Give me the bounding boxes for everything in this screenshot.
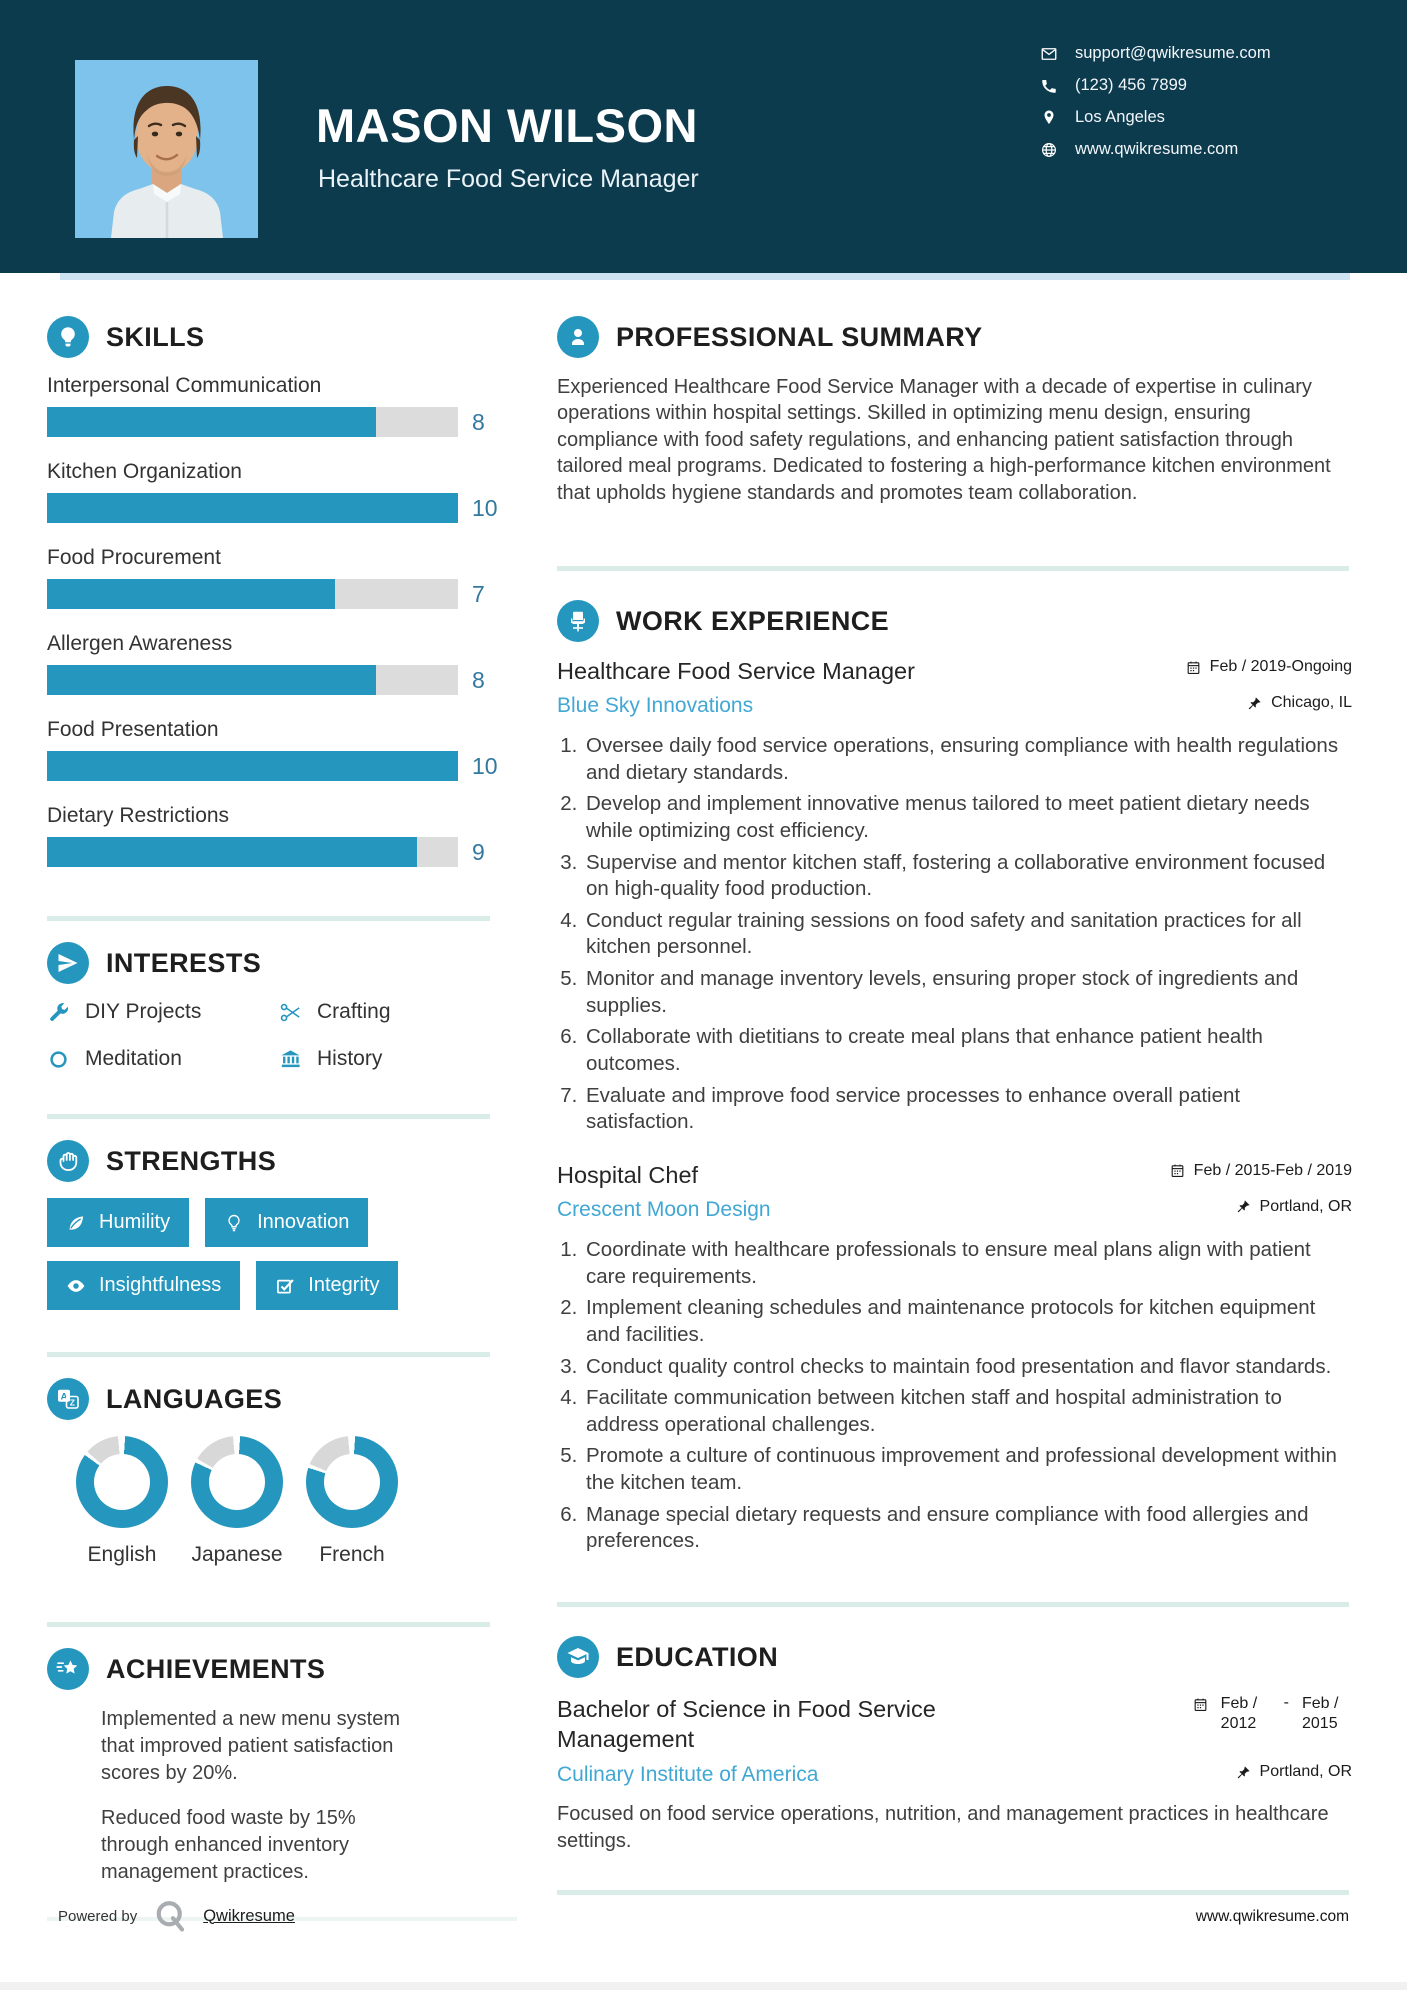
summary-text: Experienced Healthcare Food Service Manager with a decade of expertise in culinary operations within hospital settings. Skilled in optimizing menu design, ensuring compliance with food safety regulations, and enhancing patient satisfaction through tailored meal programs. Dedicated to fostering a high-performance kitchen environment that upholds hygiene standards and promotes team collaboration. — [557, 376, 1331, 504]
skill-item — [47, 374, 509, 437]
experience-heading: WORK EXPERIENCE — [616, 605, 890, 636]
skill-label: Interpersonal Communication — [47, 374, 322, 397]
education-heading: EDUCATION — [616, 1641, 779, 1672]
degree-title: Bachelor of Science in Food Service Management — [557, 1696, 936, 1753]
achievements-heading: ACHIEVEMENTS — [106, 1653, 326, 1684]
skill-label: Food Procurement — [47, 546, 221, 569]
section-strengths — [47, 1140, 477, 1310]
divider — [557, 1602, 1349, 1607]
achievement-text: Implemented a new menu system that improved patient satisfaction scores by 20%. — [101, 1708, 401, 1785]
education-date-start: Feb / 2012 — [1220, 1695, 1258, 1732]
interest-label: DIY Projects — [85, 1000, 202, 1023]
job-bullet: 3. Conduct quality control checks to maintain food presentation and flavor standards. — [583, 1354, 1352, 1381]
achievement-text: Reduced food waste by 15% through enhanced inventory management practices. — [101, 1806, 356, 1883]
strength-label: Insightfulness — [99, 1274, 222, 1296]
skill-bar-track — [47, 837, 458, 867]
skill-label: Dietary Restrictions — [47, 804, 230, 827]
email-icon — [1040, 45, 1058, 63]
job-location: Chicago, IL — [1271, 694, 1352, 711]
interest-label: History — [317, 1047, 383, 1070]
skill-bar-track — [47, 493, 458, 523]
skill-bar-fill — [47, 579, 335, 609]
skill-bar-fill — [47, 493, 458, 523]
person-name: MASON WILSON — [316, 99, 698, 152]
job-bullet: 2. Implement cleaning schedules and maintenance protocols for kitchen equipment and facilities. — [583, 1295, 1352, 1348]
divider — [557, 1890, 1349, 1895]
job-bullet-list — [557, 733, 1352, 1136]
contact-row — [1040, 140, 1271, 159]
museum-icon — [279, 1048, 302, 1071]
interest-item — [279, 1000, 490, 1024]
qwikresume-link[interactable]: Qwikresume — [203, 1906, 295, 1925]
star-icon — [56, 1657, 80, 1681]
contact-row — [1040, 108, 1271, 127]
section-summary — [557, 316, 1352, 506]
divider — [47, 1114, 490, 1119]
skill-item — [47, 546, 509, 609]
job-bullet: 7. Evaluate and improve food service processes to enhance overall patient satisfaction. — [583, 1083, 1352, 1136]
skill-bar-track — [47, 665, 458, 695]
checkbox-icon — [275, 1276, 295, 1296]
job-bullet: 5. Promote a culture of continuous improvement and professional development within the kitchen team. — [583, 1443, 1352, 1496]
job-bullet: 6. Collaborate with dietitians to create meal plans that enhance patient health outcomes. — [583, 1024, 1352, 1077]
contact-text: www.qwikresume.com — [1075, 140, 1239, 158]
location-icon — [1040, 109, 1058, 127]
svg-text:A: A — [60, 1391, 68, 1403]
strength-chip — [205, 1198, 368, 1247]
interest-item — [47, 1047, 279, 1071]
bulb-outline-icon — [224, 1213, 244, 1233]
job-dates: Feb / 2019-Ongoing — [1209, 658, 1352, 675]
language-label: English — [87, 1543, 157, 1566]
avatar — [75, 60, 258, 238]
powered-by — [58, 1898, 295, 1934]
strength-label: Innovation — [257, 1211, 350, 1233]
language-item — [76, 1436, 168, 1567]
section-experience — [557, 600, 1352, 1581]
contact-row — [1040, 76, 1271, 95]
translate-icon — [56, 1387, 80, 1411]
skill-bar-track — [47, 407, 458, 437]
skills-heading: SKILLS — [106, 321, 205, 352]
contact-list — [1040, 44, 1271, 159]
language-label: French — [319, 1543, 385, 1566]
divider — [47, 916, 490, 921]
languages-heading: LANGUAGES — [106, 1383, 283, 1414]
pushpin-icon — [1236, 1765, 1251, 1780]
job-bullet: 4. Conduct regular training sessions on food safety and sanitation practices for all kitchen personnel. — [583, 908, 1352, 961]
language-donut-chart — [191, 1436, 283, 1528]
job-bullet: 1. Coordinate with healthcare professionals to ensure meal plans align with patient care requirements. — [583, 1237, 1352, 1290]
skill-item — [47, 632, 509, 695]
scissors-icon — [279, 1001, 302, 1024]
language-donut-chart — [76, 1436, 168, 1528]
paper-plane-icon — [56, 951, 80, 975]
skill-bar-fill — [47, 837, 417, 867]
powered-by-label: Powered by — [58, 1907, 138, 1925]
job-title: Hospital Chef — [557, 1161, 699, 1188]
education-date-end: Feb / 2015 — [1302, 1695, 1339, 1732]
job-bullet: 3. Supervise and mentor kitchen staff, fostering a collaborative environment focused on high-quality food production. — [583, 850, 1352, 903]
circle-icon — [47, 1048, 70, 1071]
shooting-star-icon — [47, 1808, 84, 1840]
skill-item — [47, 460, 509, 523]
job-company: Blue Sky Innovations — [557, 694, 754, 717]
job-bullet: 2. Develop and implement innovative menus tailored to meet patient dietary needs while optimizing cost efficiency. — [583, 791, 1352, 844]
calendar-icon — [1170, 1163, 1185, 1178]
skill-label: Kitchen Organization — [47, 460, 242, 483]
strength-label: Humility — [99, 1211, 171, 1233]
strength-chip — [256, 1261, 398, 1310]
language-label: Japanese — [191, 1543, 283, 1566]
qwikresume-logo-icon — [152, 1898, 188, 1934]
skill-bar-fill — [47, 665, 376, 695]
contact-row — [1040, 44, 1271, 63]
section-interests — [47, 942, 490, 1071]
skill-bar-track — [47, 579, 458, 609]
shooting-star-icon — [47, 1709, 84, 1741]
strengths-heading: STRENGTHS — [106, 1145, 277, 1176]
education-school: Culinary Institute of America — [557, 1763, 819, 1787]
job-entry — [557, 1162, 1352, 1555]
section-languages — [47, 1378, 490, 1567]
education-description: Focused on food service operations, nutrition, and management practices in healthcare settings. — [557, 1803, 1329, 1853]
interests-heading: INTERESTS — [106, 947, 262, 978]
person-icon — [566, 325, 590, 349]
summary-heading: PROFESSIONAL SUMMARY — [616, 321, 983, 352]
site-url[interactable]: www.qwikresume.com — [1195, 1908, 1349, 1925]
page-bottom-strip — [0, 1982, 1407, 1990]
fist-icon — [56, 1149, 80, 1173]
person-role: Healthcare Food Service Manager — [318, 165, 699, 193]
skill-bar-fill — [47, 751, 458, 781]
skill-label: Allergen Awareness — [47, 632, 233, 655]
skill-label: Food Presentation — [47, 718, 219, 741]
section-education — [557, 1636, 1352, 1855]
graduation-icon — [566, 1645, 590, 1669]
pushpin-icon — [1236, 1199, 1251, 1214]
skill-value: 10 — [472, 752, 498, 779]
job-bullet: 1. Oversee daily food service operations, ensuring compliance with health regulations and dietary standards. — [583, 733, 1352, 786]
strength-label: Integrity — [308, 1274, 380, 1296]
job-bullet: 4. Facilitate communication between kitchen staff and hospital administration to address operational challenges. — [583, 1385, 1352, 1438]
contact-text: Los Angeles — [1075, 108, 1165, 126]
skill-value: 10 — [472, 494, 498, 521]
interest-item — [47, 1000, 279, 1024]
section-achievements — [47, 1648, 447, 1903]
office-chair-icon — [566, 609, 590, 633]
job-dates: Feb / 2015-Feb / 2019 — [1193, 1161, 1352, 1179]
job-company: Crescent Moon Design — [557, 1197, 771, 1221]
interest-item — [279, 1047, 490, 1071]
job-entry — [557, 658, 1352, 1136]
education-location: Portland, OR — [1259, 1763, 1352, 1781]
skill-item — [47, 718, 509, 781]
skill-value: 7 — [472, 580, 485, 607]
section-skills — [47, 316, 509, 890]
calendar-icon — [1193, 1697, 1208, 1712]
header-accent-line — [60, 273, 1350, 280]
pushpin-icon — [1247, 696, 1262, 711]
skill-value: 9 — [472, 838, 485, 865]
leaf-icon — [66, 1213, 86, 1233]
job-bullet: 6. Manage special dietary requests and ensure compliance with food allergies and preferences. — [583, 1502, 1352, 1555]
phone-icon — [1040, 77, 1058, 95]
contact-text: support@qwikresume.com — [1075, 44, 1271, 62]
job-bullet: 5. Monitor and manage inventory levels, ensuring proper stock of ingredients and supplies. — [583, 966, 1352, 1019]
skill-bar-fill — [47, 407, 376, 437]
achievement-item — [47, 1706, 447, 1788]
job-location: Portland, OR — [1259, 1197, 1352, 1215]
strength-chip — [47, 1261, 240, 1310]
skill-value: 8 — [472, 408, 485, 435]
language-item — [306, 1436, 398, 1567]
strength-chip — [47, 1198, 189, 1247]
calendar-icon — [1186, 660, 1201, 675]
education-date-separator: - — [1283, 1694, 1289, 1711]
divider — [557, 566, 1349, 571]
divider — [47, 1352, 490, 1357]
job-bullet-list — [557, 1237, 1352, 1555]
skill-item — [47, 804, 509, 867]
skill-bar-track — [47, 751, 458, 781]
job-title: Healthcare Food Service Manager — [557, 658, 915, 684]
language-donut-chart — [306, 1436, 398, 1528]
header — [0, 0, 1407, 273]
achievement-item — [47, 1805, 447, 1887]
interest-label: Meditation — [85, 1047, 182, 1070]
skill-value: 8 — [472, 666, 485, 693]
eye-icon — [66, 1276, 86, 1296]
contact-text: (123) 456 7899 — [1075, 76, 1187, 94]
svg-text:Z: Z — [69, 1397, 75, 1408]
lightbulb-icon — [56, 325, 80, 349]
wrench-icon — [47, 1001, 70, 1024]
divider — [47, 1622, 490, 1627]
globe-icon — [1040, 141, 1058, 159]
interest-label: Crafting — [317, 1000, 391, 1023]
language-item — [191, 1436, 283, 1567]
